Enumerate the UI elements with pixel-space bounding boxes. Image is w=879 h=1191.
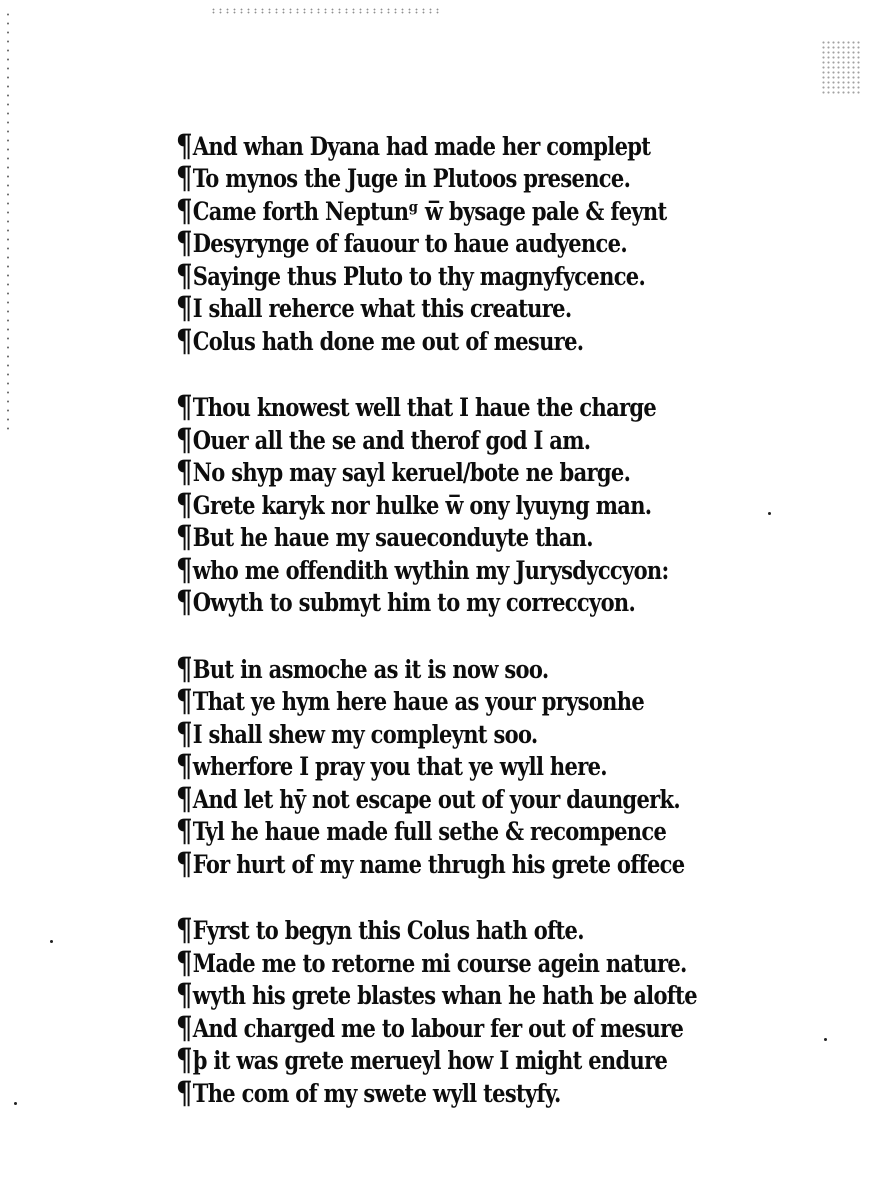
- verse-line: [176, 584, 680, 621]
- verse-text: That ye hym here haue as your prysonhe: [192, 687, 645, 717]
- pilcrow-icon: ¶: [176, 389, 192, 426]
- pilcrow-icon: ¶: [176, 584, 192, 621]
- verse-line: [176, 551, 680, 588]
- verse-line: [176, 748, 680, 785]
- pilcrow-icon: ¶: [176, 192, 192, 229]
- pilcrow-icon: ¶: [176, 486, 192, 523]
- verse-text: But he haue my saueconduyte than.: [192, 523, 593, 553]
- verse-text: wyth his grete blastes whan he hath be alofte: [192, 981, 697, 1011]
- scan-noise-left: [6, 10, 10, 430]
- verse-line: [176, 715, 680, 752]
- pilcrow-icon: ¶: [176, 813, 192, 850]
- verse-text: And whan Dyana had made her complept: [192, 131, 651, 161]
- verse-text: I shall reherce what this creature.: [192, 294, 572, 324]
- verse-line: [176, 192, 680, 229]
- pilcrow-icon: ¶: [176, 225, 192, 262]
- verse-line: [176, 912, 680, 949]
- verse-line: [176, 944, 687, 981]
- scan-noise-top: [210, 8, 440, 14]
- verse-line: [176, 160, 680, 197]
- verse-text: No shyp may sayl keruel/bote ne barge.: [192, 458, 631, 488]
- pilcrow-icon: ¶: [176, 780, 192, 817]
- pilcrow-icon: ¶: [176, 944, 192, 981]
- verse-text: To mynos the Juge in Plutoos presence.: [192, 164, 631, 194]
- verse-text: Sayinge thus Pluto to thy magnyfycence.: [192, 261, 646, 291]
- poem-text: [176, 127, 776, 1144]
- verse-line: [176, 1009, 684, 1046]
- verse-line: [176, 1042, 680, 1079]
- stanza: [176, 650, 776, 882]
- verse-text: Colus hath done me out of mesure.: [192, 326, 584, 356]
- pilcrow-icon: ¶: [176, 1074, 192, 1111]
- pilcrow-icon: ¶: [176, 1042, 192, 1079]
- verse-text: Made me to retorne mi course agein nature.: [192, 948, 687, 978]
- pilcrow-icon: ¶: [176, 454, 192, 491]
- verse-text: And charged me to labour fer out of mesure: [192, 1013, 684, 1043]
- stanza: [176, 127, 776, 359]
- pilcrow-icon: ¶: [176, 290, 192, 327]
- verse-text: wherfore I pray you that ye wyll here.: [192, 752, 607, 782]
- verse-text: I shall shew my compleynt soo.: [192, 719, 538, 749]
- scan-noise-right: [821, 40, 861, 95]
- verse-text: Owyth to submyt him to my correccyon.: [192, 588, 636, 618]
- verse-line: [176, 486, 680, 523]
- verse-text: Desyrynge of fauour to haue audyence.: [192, 229, 627, 259]
- verse-text: Grete karyk nor hulke w̅ ony lyuyng man.: [192, 490, 652, 520]
- verse-text: For hurt of my name thrugh his grete offece: [192, 849, 685, 879]
- verse-line: [176, 127, 680, 164]
- verse-text: The com of my swete wyll testyfy.: [192, 1078, 561, 1108]
- pilcrow-icon: ¶: [176, 748, 192, 785]
- verse-line: [176, 650, 680, 687]
- verse-text: Tyl he haue made full sethe & recompence: [192, 817, 667, 847]
- scan-speck: [824, 1038, 827, 1041]
- verse-text: Thou knowest well that I haue the charge: [192, 393, 657, 423]
- verse-line: [176, 813, 680, 850]
- pilcrow-icon: ¶: [176, 322, 192, 359]
- pilcrow-icon: ¶: [176, 650, 192, 687]
- verse-line: [176, 389, 680, 426]
- pilcrow-icon: ¶: [176, 1009, 192, 1046]
- verse-line: [176, 454, 680, 491]
- stanza: [176, 912, 776, 1111]
- verse-text: who me offendith wythin my Jurysdyccyon:: [192, 555, 669, 585]
- pilcrow-icon: ¶: [176, 160, 192, 197]
- pilcrow-icon: ¶: [176, 977, 192, 1014]
- verse-text: And let hȳ not escape out of your daungerk.: [192, 784, 681, 814]
- pilcrow-icon: ¶: [176, 912, 192, 949]
- verse-text: Ouer all the se and therof god I am.: [192, 425, 591, 455]
- pilcrow-icon: ¶: [176, 421, 192, 458]
- pilcrow-icon: ¶: [176, 257, 192, 294]
- scan-speck: [14, 1102, 17, 1105]
- pilcrow-icon: ¶: [176, 845, 192, 882]
- verse-line: [176, 780, 681, 817]
- verse-text: Came forth Neptunᵍ w̅ bysage pale & feynt: [192, 196, 667, 226]
- verse-line: [176, 683, 680, 720]
- verse-text: þ it was grete merueyl how I might endure: [192, 1046, 668, 1076]
- verse-text: Fyrst to begyn this Colus hath ofte.: [192, 916, 584, 946]
- verse-line: [176, 322, 680, 359]
- pilcrow-icon: ¶: [176, 715, 192, 752]
- verse-line: [176, 845, 685, 882]
- verse-line: [176, 519, 680, 556]
- stanza: [176, 389, 776, 621]
- verse-text: But in asmoche as it is now soo.: [192, 654, 549, 684]
- verse-line: [176, 257, 680, 294]
- verse-line: [176, 977, 697, 1014]
- verse-line: [176, 1074, 680, 1111]
- pilcrow-icon: ¶: [176, 683, 192, 720]
- verse-line: [176, 290, 680, 327]
- pilcrow-icon: ¶: [176, 127, 192, 164]
- verse-line: [176, 225, 680, 262]
- pilcrow-icon: ¶: [176, 551, 192, 588]
- verse-line: [176, 421, 680, 458]
- pilcrow-icon: ¶: [176, 519, 192, 556]
- scan-speck: [50, 940, 53, 943]
